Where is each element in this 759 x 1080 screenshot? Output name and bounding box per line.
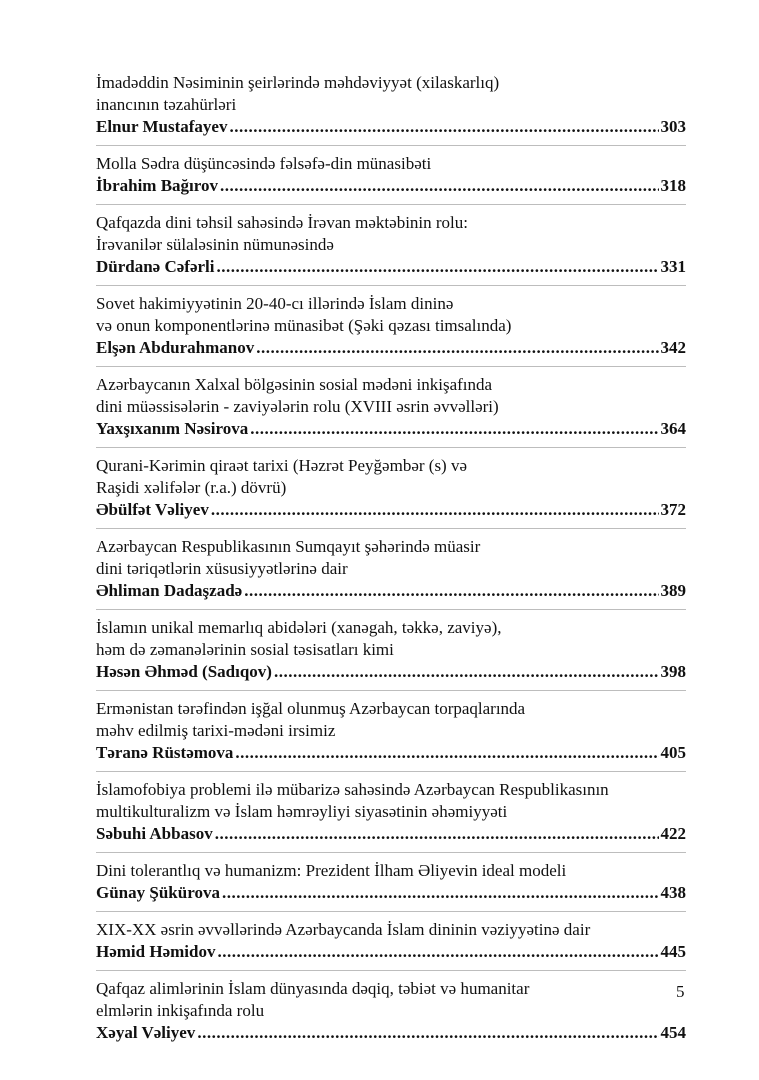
toc-entry (96, 447, 686, 528)
entry-author-line (96, 882, 686, 904)
dot-leader (235, 742, 658, 764)
toc-entry (96, 145, 686, 204)
entry-title-line: İmadəddin Nəsiminin şeirlərində məhdəviyyət (xilaskarlıq) (96, 73, 500, 92)
entry-title-line: XIX-XX əsrin əvvəllərində Azərbaycanda İslam dininin vəziyyətinə dair (96, 920, 591, 939)
entry-title-line: Raşidi xəlifələr (r.a.) dövrü) (96, 478, 287, 497)
entry-title-line: İrəvanilər sülaləsinin nümunəsində (96, 235, 334, 254)
entry-author: Yaxşıxanım Nəsirova (96, 419, 249, 438)
entry-author: İbrahim Bağırov (96, 176, 219, 195)
toc-entry (96, 771, 686, 852)
entry-author-line (96, 256, 686, 278)
entry-title-line: multikulturalizm və İslam həmrəyliyi siyasətinin əhəmiyyəti (96, 802, 508, 821)
page-number: 5 (676, 982, 685, 1001)
entry-author-line (96, 499, 686, 521)
entry-author: Elşən Abdurahmanov (96, 338, 255, 357)
dot-leader (215, 823, 659, 845)
entry-author: Xəyal Vəliyev (96, 1023, 196, 1042)
entry-author-line (96, 175, 686, 197)
entry-title-line: Azərbaycan Respublikasının Sumqayıt şəhərində müasir (96, 537, 481, 556)
entry-title-line: Qafqazda dini təhsil sahəsində İrəvan məktəbinin rolu: (96, 213, 468, 232)
dot-leader (256, 337, 658, 359)
entry-title-line: Molla Sədra düşüncəsində fəlsəfə-din münasibəti (96, 154, 432, 173)
entry-page-number: 372 (660, 500, 686, 519)
entry-author-line (96, 337, 686, 359)
entry-author: Dürdanə Cəfərli (96, 257, 215, 276)
dot-leader (244, 580, 658, 602)
entry-author: Günay Şükürova (96, 883, 220, 902)
entry-title-line: Qurani-Kərimin qiraət tarixi (Həzrət Peyğəmbər (s) və (96, 456, 468, 475)
entry-page-number: 303 (660, 117, 686, 136)
entry-title-line: Ermənistan tərəfindən işğal olunmuş Azərbaycan torpaqlarında (96, 699, 526, 718)
entry-page-number: 422 (660, 824, 686, 843)
dot-leader (274, 661, 659, 683)
entry-author: Səbuhi Abbasov (96, 824, 213, 843)
entry-title-line: məhv edilmiş tarixi-mədəni irsimiz (96, 721, 336, 740)
entry-title-line: elmlərin inkişafında rolu (96, 1001, 265, 1020)
dot-leader (217, 256, 659, 278)
entry-author-line (96, 116, 686, 138)
entry-author-line (96, 418, 686, 440)
entry-page-number: 454 (660, 1023, 686, 1042)
entry-author: Təranə Rüstəmova (96, 743, 234, 762)
entry-page-number: 342 (660, 338, 686, 357)
entry-title-line: dini təriqətlərin xüsusiyyətlərinə dair (96, 559, 348, 578)
toc-entry (96, 528, 686, 609)
entry-page-number: 364 (660, 419, 686, 438)
entry-author: Həsən Əhməd (Sadıqov) (96, 662, 272, 681)
entry-page-number: 398 (660, 662, 686, 681)
entry-page-number: 405 (660, 743, 686, 762)
toc-entry (96, 285, 686, 366)
entry-author: Elnur Mustafayev (96, 117, 228, 136)
toc-entry (96, 366, 686, 447)
entry-title-line: Dini tolerantlıq və humanizm: Prezident İlham Əliyevin ideal modeli (96, 861, 567, 880)
entry-title-line: inancının təzahürləri (96, 95, 237, 114)
entry-author-line (96, 941, 686, 963)
dot-leader (211, 499, 659, 521)
entry-title-line: dini müəssisələrin - zaviyələrin rolu (XVIII əsrin əvvəlləri) (96, 397, 499, 416)
toc-entry (96, 911, 686, 970)
dot-leader (250, 418, 658, 440)
entry-author-line (96, 1022, 686, 1044)
toc-entry (96, 852, 686, 911)
entry-title-line: İslamofobiya problemi ilə mübarizə sahəsində Azərbaycan Respublikasının (96, 780, 609, 799)
toc-entry (96, 204, 686, 285)
entry-title-line: İslamın unikal memarlıq abidələri (xanəgah, təkkə, zaviyə), (96, 618, 502, 637)
entry-page-number: 318 (660, 176, 686, 195)
entry-title-line: Azərbaycanın Xalxal bölgəsinin sosial mədəni inkişafında (96, 375, 493, 394)
dot-leader (222, 882, 659, 904)
entry-page-number: 438 (660, 883, 686, 902)
entry-title-line: Qafqaz alimlərinin İslam dünyasında dəqiq, təbiət və humanitar (96, 979, 530, 998)
toc-entry (96, 970, 686, 1044)
entry-author: Əhliman Dadaşzadə (96, 581, 243, 600)
entry-author-line (96, 580, 686, 602)
entry-page-number: 389 (660, 581, 686, 600)
dot-leader (229, 116, 658, 138)
entry-title-line: və onun komponentlərinə münasibət (Şəki qəzası timsalında) (96, 316, 512, 335)
entry-author: Həmid Həmidov (96, 942, 216, 961)
entry-author-line (96, 823, 686, 845)
entry-author-line (96, 661, 686, 683)
entry-author-line (96, 742, 686, 764)
toc-entry (96, 609, 686, 690)
entry-title-line: həm də zəmanələrinin sosial təsisatları kimi (96, 640, 394, 659)
entry-page-number: 445 (660, 942, 686, 961)
toc-entry (96, 72, 686, 145)
entry-title-line: Sovet hakimiyyətinin 20-40-cı illərində İslam dininə (96, 294, 454, 313)
toc-entry (96, 690, 686, 771)
dot-leader (217, 941, 658, 963)
entry-author: Əbülfət Vəliyev (96, 500, 209, 519)
dot-leader (220, 175, 658, 197)
table-of-contents (96, 72, 686, 1044)
dot-leader (197, 1022, 658, 1044)
entry-page-number: 331 (660, 257, 686, 276)
